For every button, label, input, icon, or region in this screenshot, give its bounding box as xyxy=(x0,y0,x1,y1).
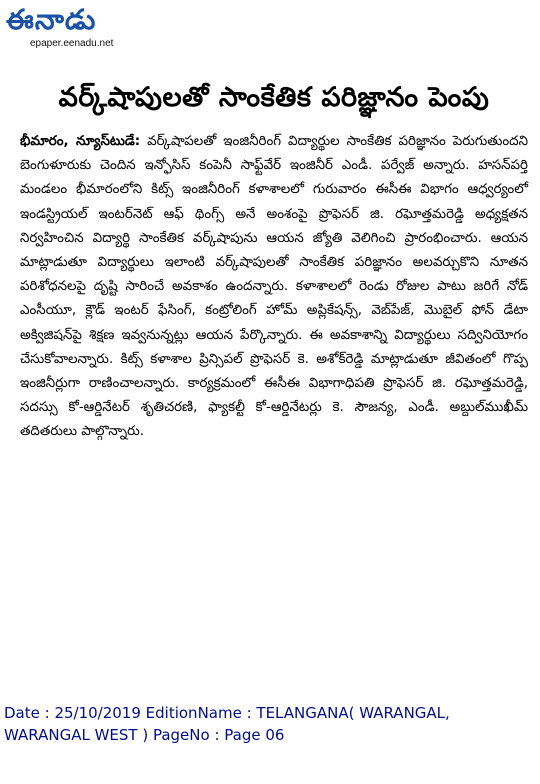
article-body-text: వర్క్‌షాపలతో ఇంజినీరింగ్ విద్యార్థుల సాంకేతిక పరిజ్ఞానం పెరుగుతుందని బెంగుళూరుకు చెందిన ఇన్ఫోసిస్ కంపెనీ సాఫ్ట్‌వేర్ ఇంజినీర్ ఎండీ. పర్వేజ్ అన్నారు. హసన్‌పర్తి మండలం భీమారంలోని కిట్స్ ఇంజినీరింగ్ కళాశాలలో గురువారం ఈసీఈ విభాగం ఆధ్వర్యంలో ఇండస్ట్రియల్ ఇంటర్‌నెట్ ఆఫ్ థింగ్స్ అనే అంశంపై ప్రొఫెసర్ జి. రఘోత్తమరెడ్డి అధ్యక్షతన నిర్వహించిన విద్యార్థి సాంకేతిక వర్క్‌షాపును ఆయన జ్యోతి వెలిగించి ప్రారంభించారు. ఆయన మాట్లాడుతూ విద్యార్థులు ఇలాంటి వర్క్‌షాపులతో సాంకేతిక పరిజ్ఞానం అలవర్చుకొని నూతన పరిశోధనలపై దృష్టి సారించే అవకాశం ఉందన్నారు. కళాశాలలో రెండు రోజుల పాటు జరిగే నోడ్ ఎంసీయూ, క్లౌడ్ ఇంటర్ ఫేసింగ్, కంట్రోలింగ్ హోమ్ అప్లికేషన్స్, వెబ్‌పేజ్, మొబైల్ ఫోన్ డేటా అక్విజిషన్‌పై శిక్షణ ఇవ్వనున్నట్లు ఆయన పేర్కొన్నారు. ఈ అవకాశాన్ని విద్యార్థులు సద్వినియోగం చేసుకోవాలన్నారు. కిట్స్ కళాశాల ప్రిన్సిపల్ ప్రొఫెసర్ కె. అశోక్‌రెడ్డి మాట్లాడుతూ జీవితంలో గొప్ప ఇంజినీర్లుగా రాణించాలన్నారు. కార్యక్రమంలో ఈసీఈ విభాగాధిపతి ప్రొఫెసర్ జి. రఘోత్తమరెడ్డి, సదస్సు కో-ఆర్డినేటర్ శృతిచరణి, ఫ్యాకల్టీ కో-ఆర్డినేటర్లు కె. సౌజన్య, ఎండీ. అబ్దుల్‌ముఖీమ్ తదితరులు పాల్గొన్నారు. xyxy=(20,134,528,440)
article-body xyxy=(20,130,528,445)
news-article xyxy=(20,70,528,696)
edition-info-line-1: Date : 25/10/2019 EditionName : TELANGANA( WARANGAL, xyxy=(4,704,450,722)
logo-wordmark: ఈనాడు xyxy=(6,3,97,36)
eenadu-logo xyxy=(6,4,156,54)
article-dateline: భీమారం, న్యూస్‌టుడే: xyxy=(20,134,141,149)
edition-info xyxy=(4,702,536,746)
epaper-url: epaper.eenadu.net xyxy=(30,38,114,49)
article-headline: వర్క్‌షాపులతో సాంకేతిక పరిజ్ఞానం పెంపు xyxy=(58,82,490,113)
edition-info-line-2: WARANGAL WEST ) PageNo : Page 06 xyxy=(4,726,285,744)
